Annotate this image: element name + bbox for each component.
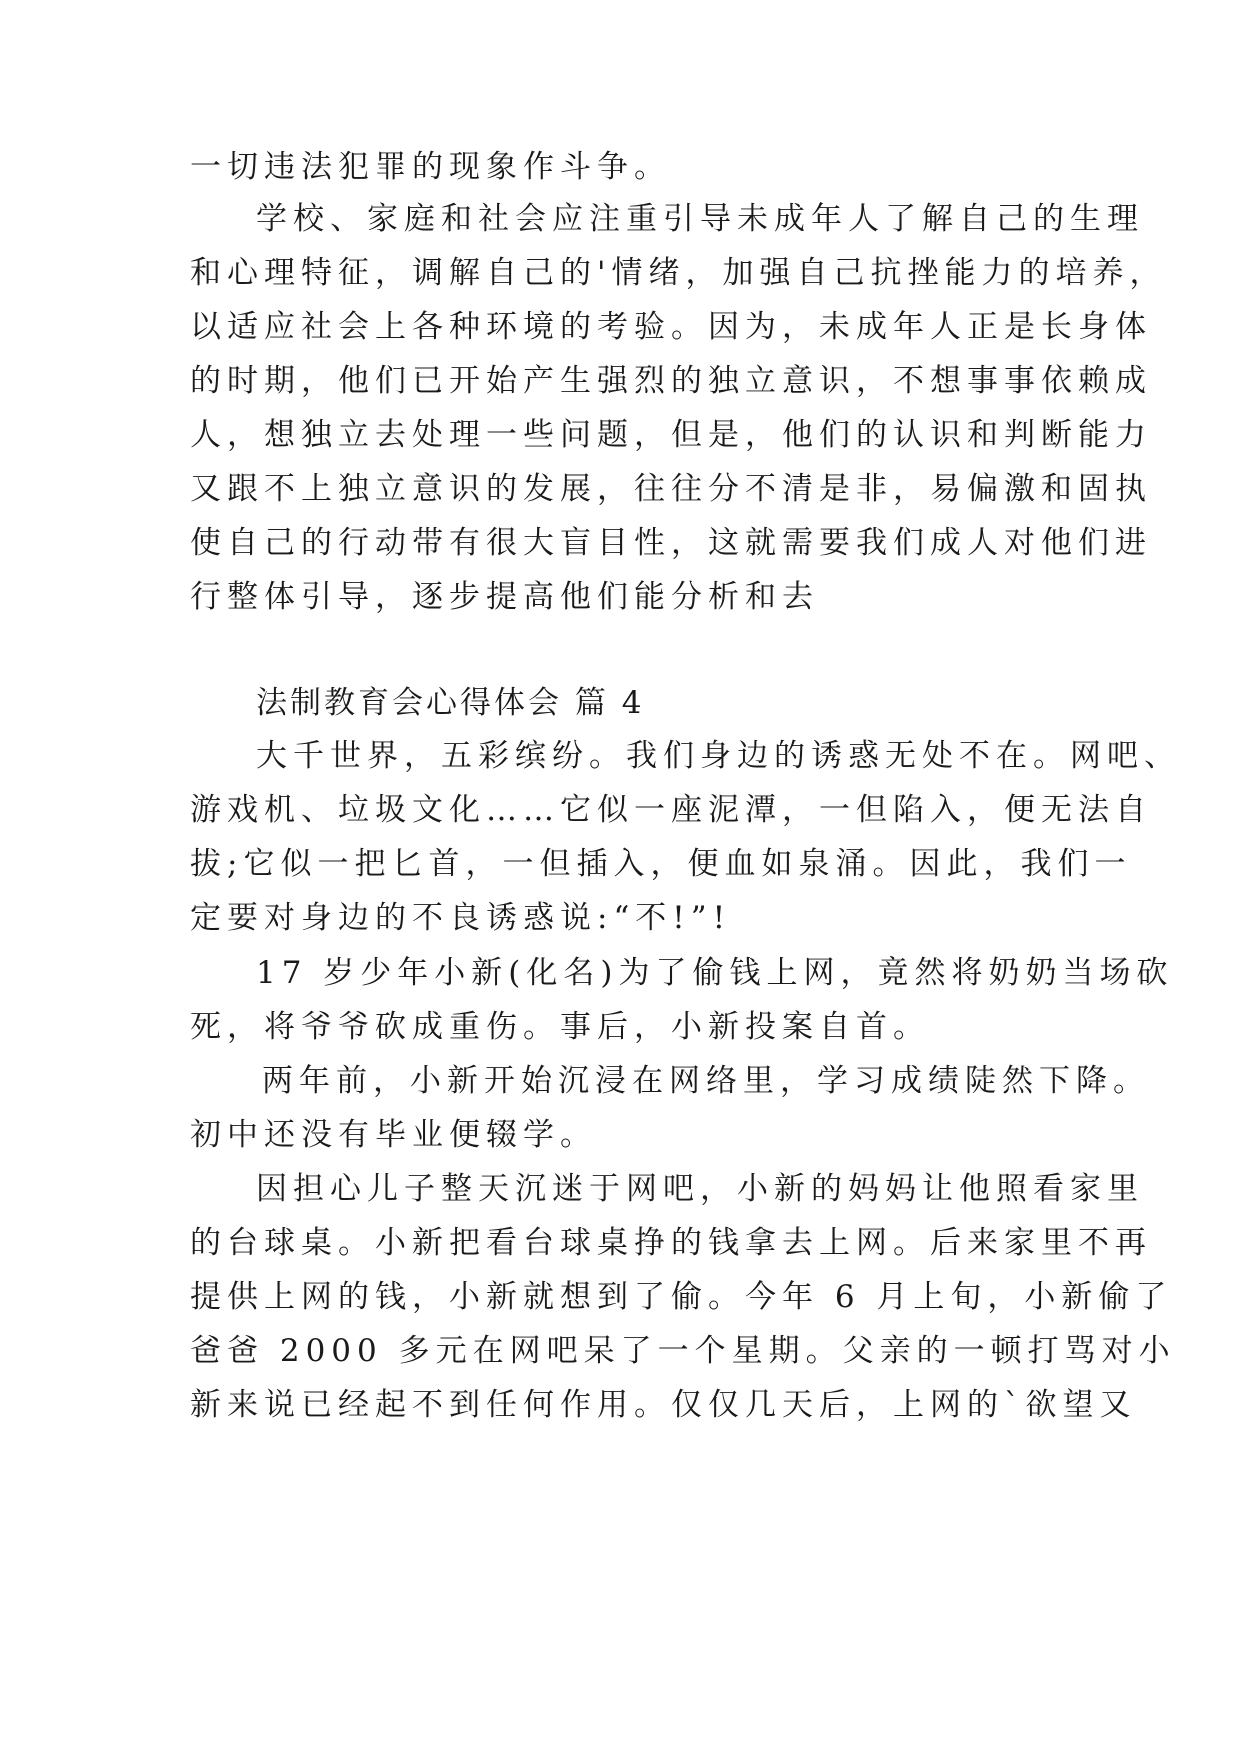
text-line: 人，想独立去处理一些问题，但是，他们的认识和判断能力	[190, 417, 1152, 453]
text-line: 初中还没有毕业便辍学。	[190, 1117, 597, 1153]
paragraph-start: 因担心儿子整天沉迷于网吧，小新的妈妈让他照看家里	[256, 1171, 1144, 1207]
text-line: 游戏机、垃圾文化……它似一座泥潭，一但陷入，便无法自	[190, 792, 1152, 828]
text-line: 拔;它似一把匕首，一但插入，便血如泉涌。因此，我们一	[190, 846, 1132, 882]
text-line: 死，将爷爷砍成重伤。事后，小新投案自首。	[190, 1009, 930, 1045]
paragraph-start: 两年前，小新开始沉浸在网络里，学习成绩陡然下降。	[262, 1063, 1150, 1099]
text-line: 新来说已经起不到任何作用。仅仅几天后，上网的`欲望又	[190, 1387, 1137, 1423]
text-line: 爸爸 2000 多元在网吧呆了一个星期。父亲的一顿打骂对小	[190, 1333, 1176, 1369]
paragraph-start: 17 岁少年小新(化名)为了偷钱上网，竟然将奶奶当场砍	[256, 955, 1174, 991]
text-line: 和心理特征，调解自己的'情绪，加强自己抗挫能力的培养，	[190, 255, 1167, 291]
text-line: 以适应社会上各种环境的考验。因为，未成年人正是长身体	[190, 309, 1152, 345]
text-line: 提供上网的钱，小新就想到了偷。今年 6 月上旬，小新偷了	[190, 1279, 1173, 1315]
section-heading: 法制教育会心得体会 篇 4	[256, 685, 645, 721]
text-line: 定要对身边的不良诱惑说:“不!”!	[190, 900, 732, 936]
paragraph-start: 学校、家庭和社会应注重引导未成年人了解自己的生理	[256, 201, 1144, 237]
text-line: 一切违法犯罪的现象作斗争。	[190, 149, 671, 185]
text-line: 使自己的行动带有很大盲目性，这就需要我们成人对他们进	[190, 525, 1152, 561]
text-line: 的时期，他们已开始产生强烈的独立意识，不想事事依赖成	[190, 363, 1152, 399]
text-line: 的台球桌。小新把看台球桌挣的钱拿去上网。后来家里不再	[190, 1225, 1152, 1261]
paragraph-start: 大千世界，五彩缤纷。我们身边的诱惑无处不在。网吧、	[256, 738, 1181, 774]
text-line: 行整体引导，逐步提高他们能分析和去	[190, 579, 819, 615]
text-line: 又跟不上独立意识的发展，往往分不清是非，易偏激和固执	[190, 471, 1152, 507]
